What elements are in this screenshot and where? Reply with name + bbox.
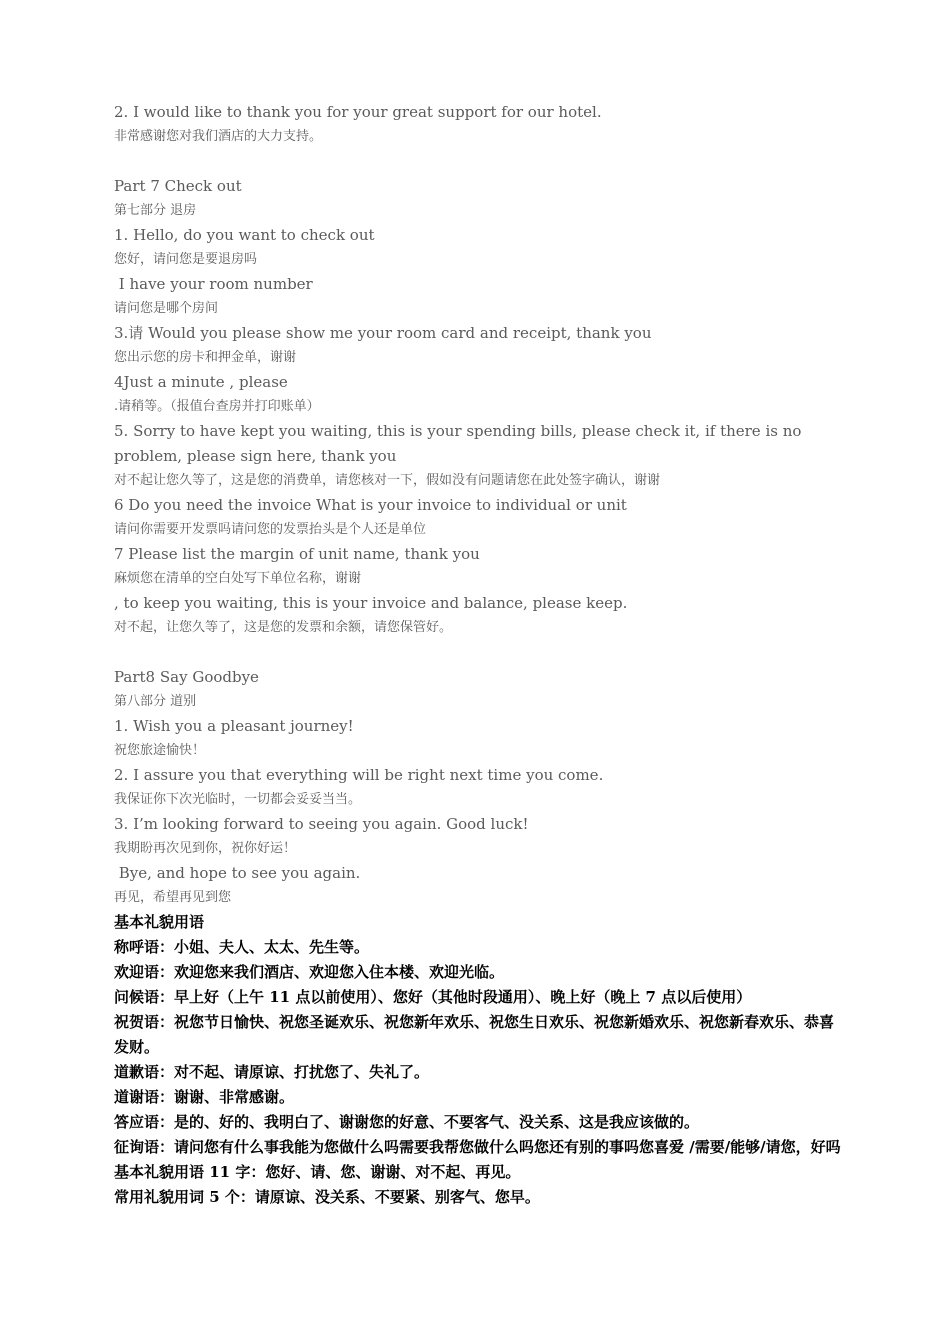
part7-line: 3.请 Would you please show me your room card and receipt, thank you — [114, 324, 652, 342]
part7-line: 5. Sorry to have kept you waiting, this is your spending bills, please check it, if there is no problem, please sign here, thank you — [114, 422, 807, 465]
etiquette-line: 问候语：早上好（上午 11 点以前使用）、您好（其他时段通用）、晚上好（晚上 7 点以后使用） — [114, 988, 752, 1006]
document-page — [114, 100, 844, 1210]
part7-line: I have your room number — [114, 275, 313, 293]
part7-line: 请问你需要开发票吗请问您的发票抬头是个人还是单位 — [114, 522, 427, 537]
etiquette-line: 答应语：是的、好的、我明白了、谢谢您的好意、不要客气、没关系、这是我应该做的。 — [114, 1113, 700, 1131]
part7-title-en: Part 7 Check out — [114, 177, 242, 195]
part7-line: 请问您是哪个房间 — [114, 301, 219, 316]
part8-line: 再见，希望再见到您 — [114, 890, 232, 905]
part8-line: 我保证你下次光临时，一切都会妥妥当当。 — [114, 792, 362, 807]
etiquette-line: 常用礼貌用词 5 个：请原谅、没关系、不要紧、别客气、您早。 — [114, 1188, 540, 1206]
thanks-line-en: 2. I would like to thank you for your great support for our hotel. — [114, 103, 602, 121]
etiquette-line: 称呼语：小姐、夫人、太太、先生等。 — [114, 938, 370, 956]
etiquette-title: 基本礼貌用语 — [114, 913, 205, 931]
part8-title-zh: 第八部分 道别 — [114, 694, 197, 709]
part7-line: 7 Please list the margin of unit name, thank you — [114, 545, 480, 563]
part7-line: 4Just a minute , please — [114, 373, 288, 391]
part8-line: 1. Wish you a pleasant journey! — [114, 717, 354, 735]
part7-line: 1. Hello, do you want to check out — [114, 226, 375, 244]
part7-line: .请稍等。（报值台查房并打印账单） — [114, 399, 320, 414]
part8-line: 我期盼再次见到你，祝你好运！ — [114, 841, 297, 856]
etiquette-line: 祝贺语：祝您节日愉快、祝您圣诞欢乐、祝您新年欢乐、祝您生日欢乐、祝您新婚欢乐、祝您新春欢乐、恭喜发财。 — [114, 1013, 835, 1056]
section-gap — [114, 149, 844, 174]
part7-line: 对不起，让您久等了，这是您的发票和余额，请您保管好。 — [114, 620, 453, 635]
part7-line: 您出示您的房卡和押金单，谢谢 — [114, 350, 297, 365]
etiquette-line: 基本礼貌用语 11 字：您好、请、您、谢谢、对不起、再见。 — [114, 1163, 521, 1181]
etiquette-line: 道歉语：对不起、请原谅、打扰您了、失礼了。 — [114, 1063, 430, 1081]
part7-line: , to keep you waiting, this is your invoice and balance, please keep. — [114, 594, 628, 612]
part8-line: 2. I assure you that everything will be right next time you come. — [114, 766, 604, 784]
etiquette-line: 欢迎语：欢迎您来我们酒店、欢迎您入住本楼、欢迎光临。 — [114, 963, 505, 981]
part8-line: 祝您旅途愉快！ — [114, 743, 206, 758]
part7-line: 对不起让您久等了，这是您的消费单，请您核对一下，假如没有问题请您在此处签字确认，谢谢 — [114, 473, 661, 488]
part8-line: Bye, and hope to see you again. — [114, 864, 361, 882]
part7-line: 6 Do you need the invoice What is your invoice to individual or unit — [114, 496, 627, 514]
part8-title-en: Part8 Say Goodbye — [114, 668, 259, 686]
part8-line: 3. I’m looking forward to seeing you again. Good luck! — [114, 815, 529, 833]
thanks-line-zh: 非常感谢您对我们酒店的大力支持。 — [114, 129, 323, 144]
etiquette-line: 道谢语：谢谢、非常感谢。 — [114, 1088, 295, 1106]
part7-line: 麻烦您在清单的空白处写下单位名称，谢谢 — [114, 571, 362, 586]
section-gap — [114, 640, 844, 665]
part7-line: 您好，请问您是要退房吗 — [114, 252, 258, 267]
etiquette-line: 征询语：请问您有什么事我能为您做什么吗需要我帮您做什么吗您还有别的事吗您喜爱 /需要/能够/请您，好吗 — [114, 1138, 841, 1156]
part7-title-zh: 第七部分 退房 — [114, 203, 197, 218]
